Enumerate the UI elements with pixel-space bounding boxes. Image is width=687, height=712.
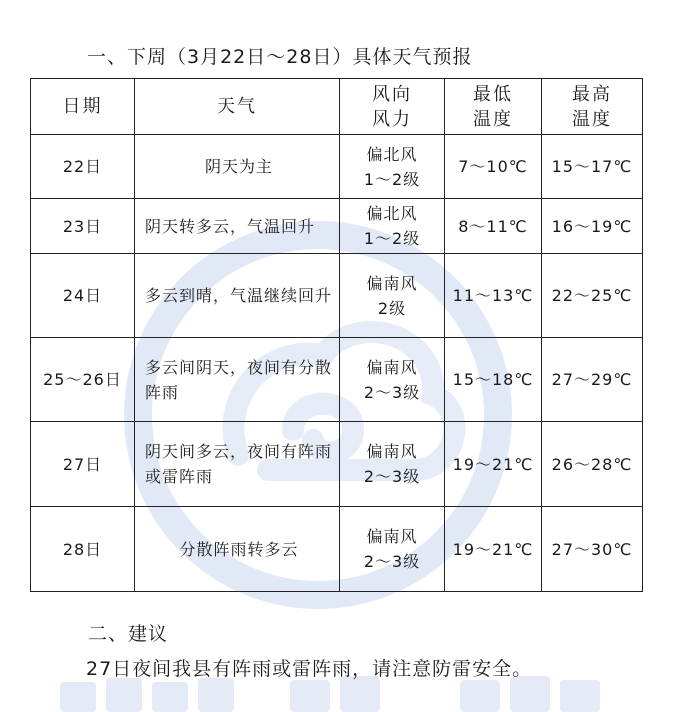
cell-low-temp: 19～21℃ xyxy=(445,507,542,592)
cell-high-temp: 15～17℃ xyxy=(542,135,643,199)
cell-low-temp: 7～10℃ xyxy=(445,135,542,199)
cell-high-temp: 27～29℃ xyxy=(542,338,643,422)
cell-weather: 阴天为主 xyxy=(135,135,340,199)
table-row xyxy=(31,135,643,199)
cell-wind: 偏南风 2级 xyxy=(340,254,445,338)
cell-weather: 分散阵雨转多云 xyxy=(135,507,340,592)
cell-date: 25～26日 xyxy=(31,338,135,422)
cell-wind: 偏北风 1～2级 xyxy=(340,135,445,199)
forecast-table xyxy=(30,78,643,592)
cell-low-temp: 8～11℃ xyxy=(445,199,542,254)
cell-high-temp: 26～28℃ xyxy=(542,422,643,507)
cell-date: 24日 xyxy=(31,254,135,338)
cell-low-temp: 19～21℃ xyxy=(445,422,542,507)
cell-wind: 偏南风 2～3级 xyxy=(340,422,445,507)
section-title-forecast: 一、下周（3月22日～28日）具体天气预报 xyxy=(87,46,473,68)
cell-wind: 偏南风 2～3级 xyxy=(340,507,445,592)
cell-weather: 阴天间多云，夜间有阵雨或雷阵雨 xyxy=(135,422,340,507)
table-row xyxy=(31,507,643,592)
cell-date: 28日 xyxy=(31,507,135,592)
cell-low-temp: 11～13℃ xyxy=(445,254,542,338)
cell-high-temp: 27～30℃ xyxy=(542,507,643,592)
header-date: 日期 xyxy=(31,79,135,135)
cell-weather: 阴天转多云，气温回升 xyxy=(135,199,340,254)
cell-low-temp: 15～18℃ xyxy=(445,338,542,422)
cell-weather: 多云间阴天，夜间有分散阵雨 xyxy=(135,338,340,422)
cell-wind: 偏南风 2～3级 xyxy=(340,338,445,422)
cell-high-temp: 22～25℃ xyxy=(542,254,643,338)
cell-high-temp: 16～19℃ xyxy=(542,199,643,254)
cell-wind: 偏北风 1～2级 xyxy=(340,199,445,254)
table-row xyxy=(31,199,643,254)
table-row xyxy=(31,338,643,422)
cell-date: 23日 xyxy=(31,199,135,254)
table-header-row xyxy=(31,79,643,135)
table-row xyxy=(31,422,643,507)
header-low-temp: 最低 温度 xyxy=(445,79,542,135)
cell-date: 27日 xyxy=(31,422,135,507)
header-weather: 天气 xyxy=(135,79,340,135)
advice-text: 27日夜间我县有阵雨或雷阵雨，请注意防雷安全。 xyxy=(86,658,533,680)
cell-weather: 多云到晴，气温继续回升 xyxy=(135,254,340,338)
table-row xyxy=(31,254,643,338)
header-wind: 风向 风力 xyxy=(340,79,445,135)
header-high-temp: 最高 温度 xyxy=(542,79,643,135)
cell-date: 22日 xyxy=(31,135,135,199)
section-title-advice: 二、建议 xyxy=(88,623,169,645)
